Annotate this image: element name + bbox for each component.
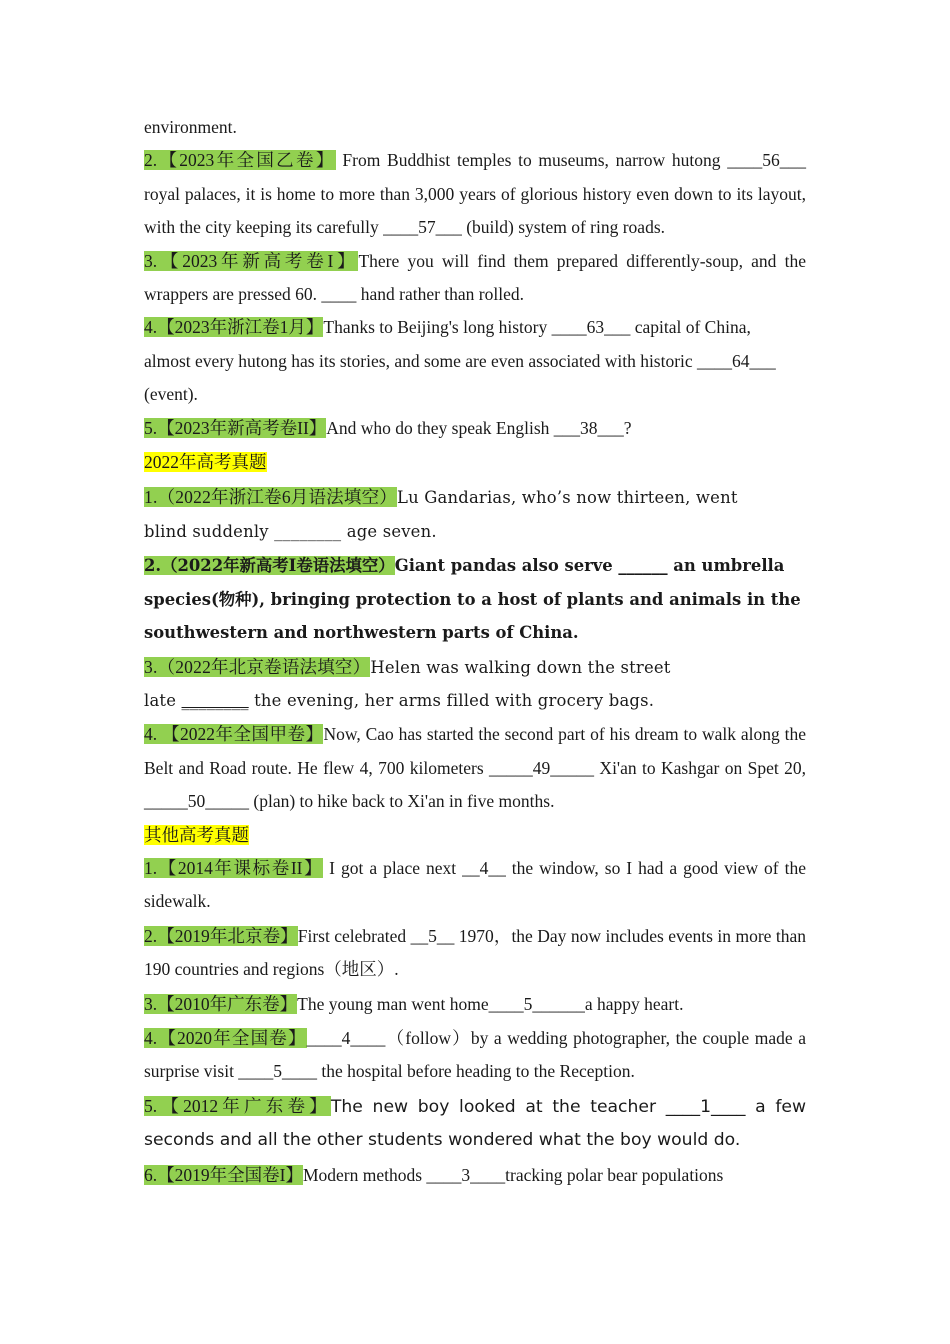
question-text: The young man went home____5______a happy heart. [297, 993, 684, 1014]
section-heading: 其他高考真题 [144, 824, 249, 845]
question-2022-3 [144, 651, 806, 718]
question-text: Modern methods ____3____tracking polar bear populations [302, 1164, 724, 1185]
question-text: the evening, her arms filled with grocery bags. [248, 690, 655, 710]
question-2022-1 [144, 481, 784, 548]
question-2023-4 [144, 311, 784, 411]
source-tag: 2.（2022年新高考I卷语法填空） [144, 556, 395, 576]
paragraph-continuation [144, 111, 806, 144]
source-tag: 5.【2023年新高考卷II】 [144, 417, 327, 438]
source-tag: 4.【2023年浙江卷1月】 [144, 317, 324, 338]
section-heading-2022 [144, 446, 806, 479]
question-text: Helen was walking down the street [370, 657, 671, 677]
source-tag: 1.【2014年课标卷II】 [144, 857, 324, 878]
question-text: Now, Cao has started the second part of his dream to walk along the Belt and Road route. He flew 4, 700 kilometers _____49_____ Xi'an to Kashgar on Spet 20, _____50_____ (plan) to hike back to Xi'an in five months. [144, 724, 807, 812]
question-text-end: ? [623, 417, 632, 438]
section-heading: 2022年高考真题 [144, 452, 267, 473]
question-other-5 [144, 1090, 806, 1158]
question-text: The new boy looked at the teacher ____1____ a few seconds and all the other students wondered what the boy would do. [144, 1096, 806, 1151]
source-tag: 4.【2020年全国卷】 [144, 1027, 307, 1048]
question-text: Giant pandas also serve ______ an umbrella species(物种), bringing protection to a host of plants and animals in the southwestern and northwestern parts of China. [144, 556, 801, 643]
source-tag: 1.（2022年浙江卷6月语法填空） [144, 487, 397, 508]
source-tag: 4. 【2022年全国甲卷】 [144, 724, 324, 745]
question-2023-5 [144, 412, 806, 445]
question-text: There you will find them prepared differently-soup, and the wrappers are pressed 60. ____ hand rather than rolled. [144, 250, 806, 305]
source-tag: 2.【2019年北京卷】 [144, 925, 298, 946]
question-text: late [144, 690, 182, 710]
question-other-2 [144, 920, 806, 987]
source-tag: 3.【2023年新高考卷I】 [144, 250, 359, 271]
question-text: ____4____（follow）by a wedding photographer, the couple made a surprise visit ____5____ the hospital before heading to the Reception. [144, 1027, 806, 1082]
question-other-4 [144, 1022, 806, 1089]
question-text: Lu Gandarias, who’s now thirteen, went blind suddenly ________ age seven. [144, 488, 738, 541]
question-other-6 [144, 1159, 806, 1192]
source-tag: 5.【2012年广东卷】 [144, 1095, 331, 1116]
question-2023-2 [144, 144, 806, 244]
source-tag: 2.【2023年全国乙卷】 [144, 150, 336, 171]
question-text: First celebrated __5__ 1970，the Day now includes events in more than 190 countries and regions（地区）. [144, 925, 806, 980]
question-text: Thanks to Beijing's long history ____63___ capital of China, almost every hutong has its stories, and some are even associated with historic ____64___ (event). [144, 317, 776, 405]
answer-blank: ___38___ [553, 417, 624, 438]
question-text: And who do they speak English [326, 417, 554, 438]
source-tag: 6.【2019年全国卷I】 [144, 1164, 303, 1185]
question-2022-2 [144, 549, 806, 649]
question-2022-4 [144, 718, 806, 818]
section-heading-other [144, 819, 806, 852]
question-other-3 [144, 988, 806, 1021]
question-text: I got a place next __4__ the window, so I had a good view of the sidewalk. [144, 857, 806, 912]
document-body [144, 111, 806, 1192]
text: environment. [144, 117, 237, 137]
question-other-1 [144, 852, 806, 919]
source-tag: 3.（2022年北京卷语法填空） [144, 656, 371, 677]
source-tag: 3.【2010年广东卷】 [144, 993, 298, 1014]
question-2023-3 [144, 245, 806, 312]
answer-blank: ________ [181, 690, 249, 710]
question-text: From Buddhist temples to museums, narrow hutong ____56___ royal palaces, it is home to more than 3,000 years of glorious history even down to its layout, with the city keeping its carefully ____57___ (build) system of ring roads. [144, 150, 806, 238]
